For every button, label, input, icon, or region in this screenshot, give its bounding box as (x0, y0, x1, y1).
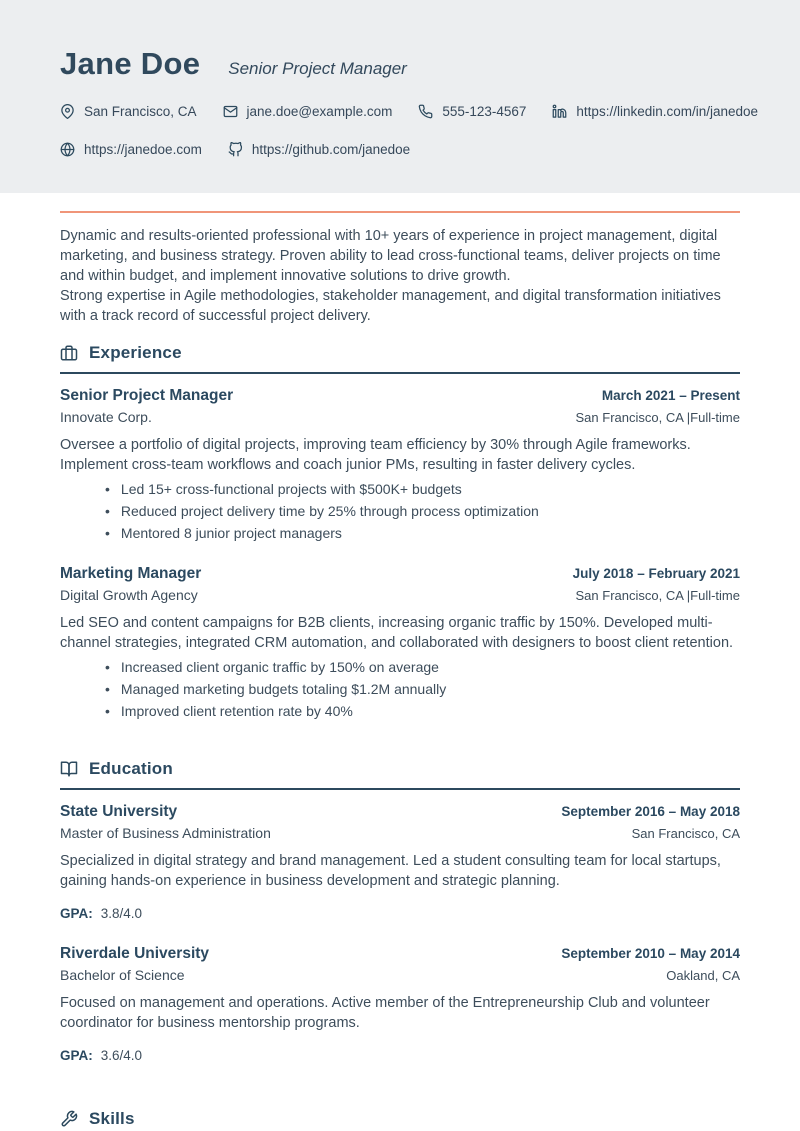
entry-title-row (60, 387, 740, 405)
job-bullet: • Mentored 8 junior project managers (105, 526, 740, 541)
school-description: Focused on management and operations. Active member of the Entrepreneurship Club and volunteer coordinator for business mentorship programs. (60, 995, 710, 1031)
school-dates: September 2016 – May 2018 (561, 804, 740, 819)
contact-website[interactable] (60, 142, 202, 157)
entry-title-row (60, 565, 740, 583)
candidate-title: Senior Project Manager (228, 59, 407, 78)
education-section (60, 759, 740, 1063)
job-dates: March 2021 – Present (601, 388, 740, 403)
school-description: Specialized in digital strategy and brand management. Led a student consulting team for local startups, gaining hands-on experience in business development and strategic planning. (60, 853, 721, 889)
job-title: Marketing Manager (60, 565, 202, 582)
resume-body (0, 211, 800, 1129)
book-icon (60, 760, 78, 778)
job-description: Led SEO and content campaigns for B2B clients, increasing organic traffic by 150%. Developed multi-channel strategies, integrated CRM automation, and collaborated with designers to boost client retention. (60, 615, 734, 651)
contact-email-text: jane.doe@example.com (246, 104, 393, 119)
entry-title-row (60, 945, 740, 963)
wrench-icon (60, 1110, 78, 1128)
job-company: Digital Growth Agency (60, 587, 198, 603)
contact-location (60, 104, 197, 119)
job-bullet: • Increased client organic traffic by 150% on average (105, 660, 740, 675)
gpa-label: GPA: (60, 906, 93, 921)
education-section-title: Education (89, 759, 173, 778)
contact-row-1 (60, 104, 759, 119)
job-company: Innovate Corp. (60, 409, 152, 425)
contact-linkedin-text: https://linkedin.com/in/janedoe (576, 104, 759, 119)
summary-paragraph-2: Strong expertise in Agile methodologies, stakeholder management, and digital transformation initiatives with a track record of successful project delivery. (60, 288, 721, 324)
gpa-row (60, 906, 740, 921)
experience-section (60, 343, 740, 719)
contact-row-2 (60, 142, 740, 157)
gpa-value: 3.8/4.0 (100, 906, 143, 921)
education-section-header (60, 759, 740, 790)
globe-icon (60, 142, 75, 157)
contact-phone-text: 555-123-4567 (442, 104, 527, 119)
github-icon (228, 142, 243, 157)
school-name: Riverdale University (60, 945, 210, 962)
contact-website-text: https://janedoe.com (84, 142, 202, 157)
job-bullet: • Managed marketing budgets totaling $1.2M annually (105, 682, 740, 697)
gpa-row (60, 1048, 740, 1063)
job-dates: July 2018 – February 2021 (572, 566, 740, 581)
school-degree: Bachelor of Science (60, 967, 185, 983)
contact-location-text: San Francisco, CA (84, 104, 197, 119)
skills-section-header (60, 1109, 740, 1129)
job-title: Senior Project Manager (60, 387, 234, 404)
summary-block (60, 226, 740, 326)
skills-section-title: Skills (89, 1109, 135, 1128)
school-name: State University (60, 803, 178, 820)
job-meta: San Francisco, CA |Full-time (575, 588, 740, 603)
summary-paragraph-1: Dynamic and results-oriented professional with 10+ years of experience in project management, digital marketing, and business strategy. Proven ability to lead cross-functional teams, deliver projects on time and within budget, and implement innovative solutions to drive growth. (60, 228, 721, 284)
mail-icon (223, 104, 238, 119)
name-row (60, 46, 740, 82)
entry-sub-row (60, 967, 740, 983)
entry-sub-row (60, 409, 740, 425)
entry-sub-row (60, 825, 740, 841)
job-bullet-list (60, 482, 740, 541)
contact-github-text: https://github.com/janedoe (251, 142, 411, 157)
candidate-name: Jane Doe (60, 46, 201, 81)
experience-section-title: Experience (89, 343, 182, 362)
experience-section-header (60, 343, 740, 374)
briefcase-icon (60, 344, 78, 362)
gpa-label: GPA: (60, 1048, 93, 1063)
job-bullet: • Improved client retention rate by 40% (105, 704, 740, 719)
education-entry (60, 945, 740, 1063)
resume-header (0, 0, 800, 193)
header-divider (60, 211, 740, 213)
school-location: San Francisco, CA (631, 826, 740, 841)
school-location: Oakland, CA (666, 968, 740, 983)
job-bullet-list (60, 660, 740, 719)
phone-icon (418, 104, 433, 119)
linkedin-icon (552, 104, 567, 119)
entry-sub-row (60, 587, 740, 603)
job-description: Oversee a portfolio of digital projects, improving team efficiency by 30% through Agile frameworks. Implement cross-team workflows and coach junior PMs, resulting in faster delivery cycles. (60, 437, 691, 473)
contact-phone (418, 104, 526, 119)
job-meta: San Francisco, CA |Full-time (575, 410, 740, 425)
school-dates: September 2010 – May 2014 (561, 946, 740, 961)
gpa-value: 3.6/4.0 (100, 1048, 143, 1063)
location-icon (60, 104, 75, 119)
job-bullet: • Led 15+ cross-functional projects with $500K+ budgets (105, 482, 740, 497)
experience-entry (60, 387, 740, 541)
job-bullet: • Reduced project delivery time by 25% through process optimization (105, 504, 740, 519)
education-entry (60, 803, 740, 921)
contact-linkedin[interactable] (552, 104, 758, 119)
contact-email[interactable] (223, 104, 393, 119)
contact-github[interactable] (228, 142, 410, 157)
experience-entry (60, 565, 740, 719)
entry-title-row (60, 803, 740, 821)
skills-section (60, 1109, 740, 1129)
school-degree: Master of Business Administration (60, 825, 271, 841)
